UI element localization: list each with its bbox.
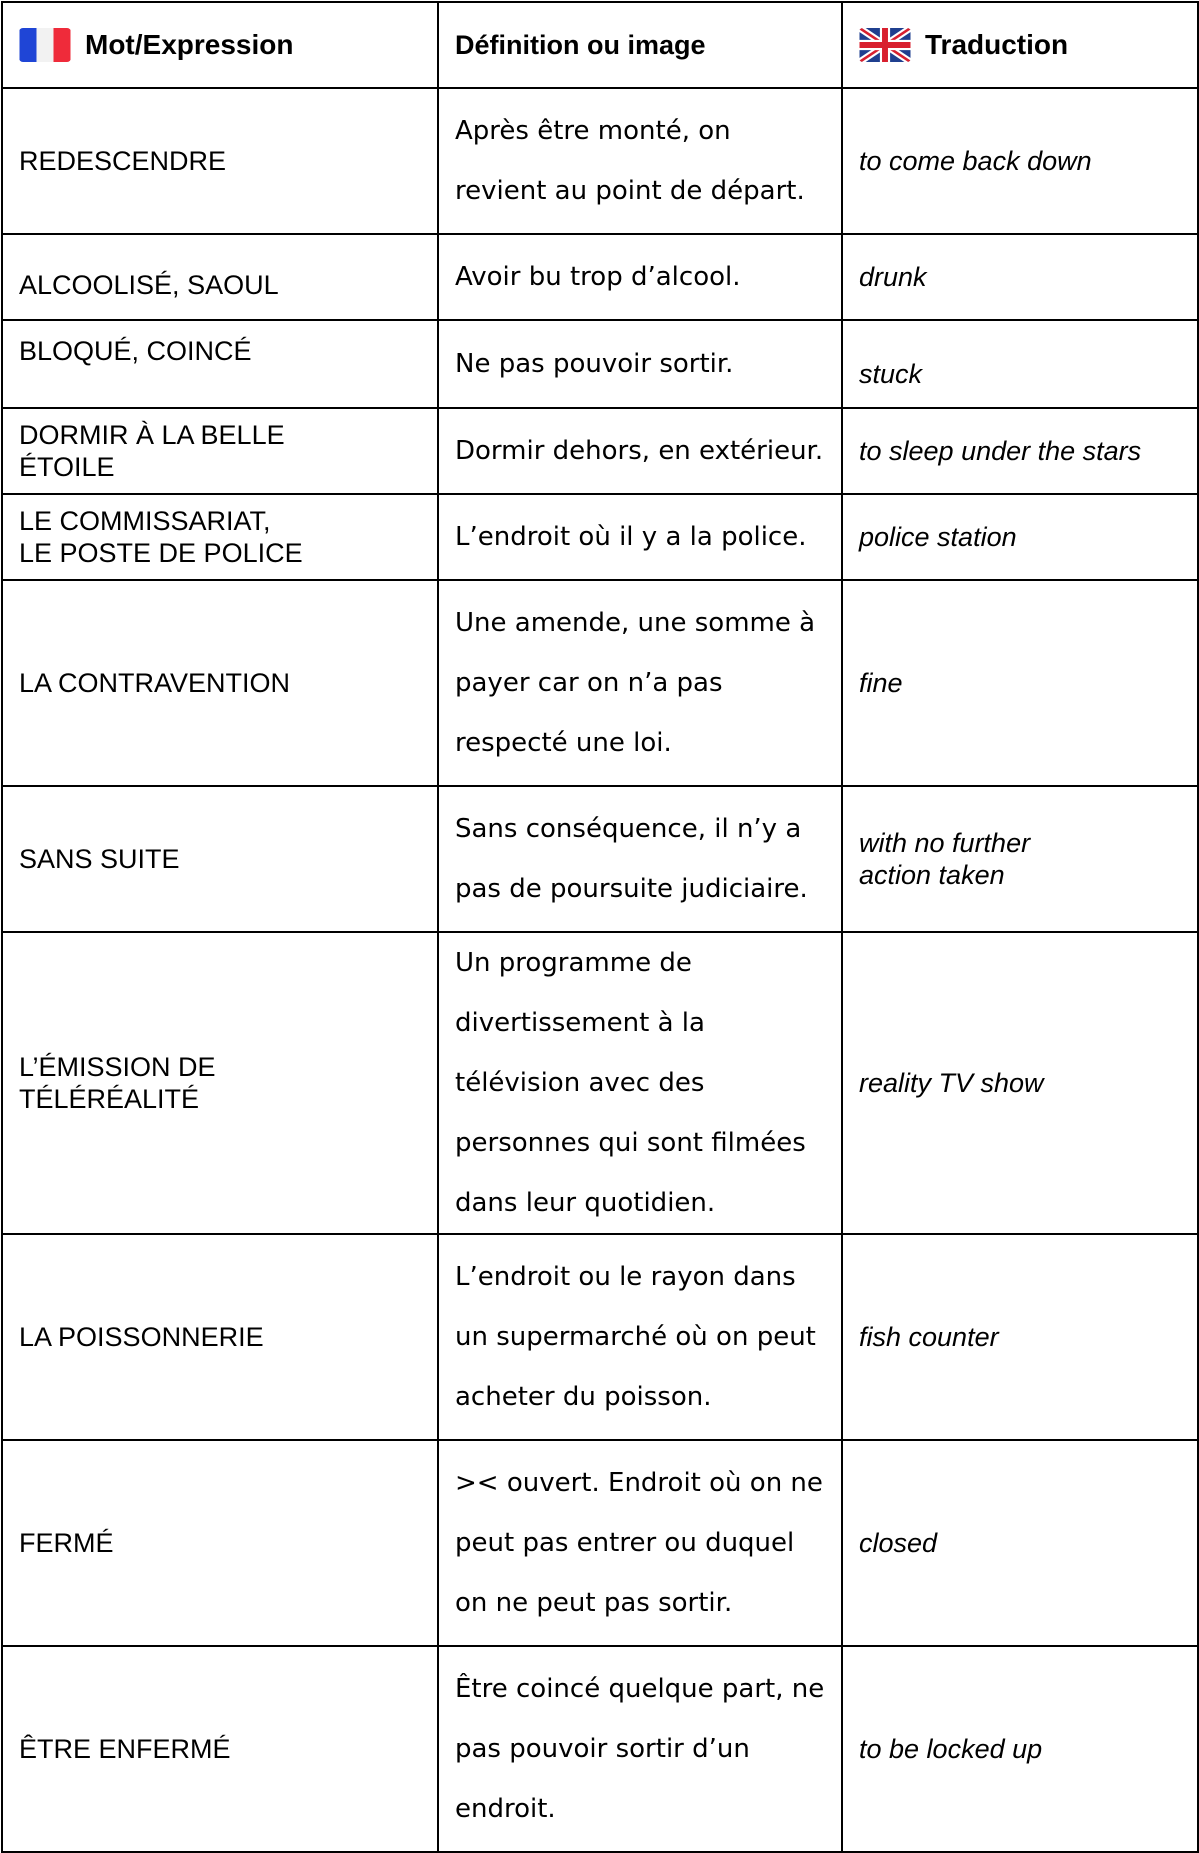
translation-cell: fish counter [842,1234,1198,1440]
table-row [2,1440,1198,1646]
word-cell: L’ÉMISSION DE TÉLÉRÉALITÉ [2,932,438,1234]
word-cell: REDESCENDRE [2,88,438,234]
word-cell: BLOQUÉ, COINCÉ [2,320,438,408]
table-row [2,1646,1198,1852]
table-row [2,580,1198,786]
translation-cell: to come back down [842,88,1198,234]
definition-cell: Ne pas pouvoir sortir. [438,320,842,408]
translation-cell: stuck [842,320,1198,408]
translation-cell: with no further action taken [842,786,1198,932]
word-cell: LA CONTRAVENTION [2,580,438,786]
word-cell: LA POISSONNERIE [2,1234,438,1440]
definition-cell: Un programme de divertissement à la télévision avec des personnes qui sont filmées dans leur quotidien. [438,932,842,1234]
word-cell: ALCOOLISÉ, SAOUL [2,234,438,320]
definition-cell: Dormir dehors, en extérieur. [438,408,842,494]
definition-cell: Être coincé quelque part, ne pas pouvoir sortir d’un endroit. [438,1646,842,1852]
table-row [2,1234,1198,1440]
definition-cell: Avoir bu trop d’alcool. [438,234,842,320]
translation-cell: drunk [842,234,1198,320]
header-definition-label: Définition ou image [455,29,706,60]
translation-cell: to be locked up [842,1646,1198,1852]
translation-cell: police station [842,494,1198,580]
translation-cell: to sleep under the stars [842,408,1198,494]
definition-cell: Sans conséquence, il n’y a pas de poursuite judiciaire. [438,786,842,932]
vocabulary-table [1,1,1199,1853]
definition-cell: Une amende, une somme à payer car on n’a pas respecté une loi. [438,580,842,786]
table-row [2,320,1198,408]
header-definition [438,2,842,88]
word-cell: LE COMMISSARIAT, LE POSTE DE POLICE [2,494,438,580]
definition-cell: >< ouvert. Endroit où on ne peut pas entrer ou duquel on ne peut pas sortir. [438,1440,842,1646]
word-cell: FERMÉ [2,1440,438,1646]
table-row [2,408,1198,494]
definition-cell: L’endroit où il y a la police. [438,494,842,580]
table-row [2,234,1198,320]
uk-flag-icon [859,28,911,62]
definition-cell: L’endroit ou le rayon dans un supermarché où on peut acheter du poisson. [438,1234,842,1440]
header-word [2,2,438,88]
french-flag-icon [19,28,71,62]
table-row [2,88,1198,234]
table-row [2,494,1198,580]
word-cell: ÊTRE ENFERMÉ [2,1646,438,1852]
table-row [2,786,1198,932]
header-word-label: Mot/Expression [85,29,294,60]
header-translation [842,2,1198,88]
word-cell: DORMIR À LA BELLE ÉTOILE [2,408,438,494]
translation-cell: closed [842,1440,1198,1646]
word-cell: SANS SUITE [2,786,438,932]
header-translation-label: Traduction [925,29,1069,60]
translation-cell: fine [842,580,1198,786]
definition-cell: Après être monté, on revient au point de départ. [438,88,842,234]
header-row [2,2,1198,88]
table-row [2,932,1198,1234]
translation-cell: reality TV show [842,932,1198,1234]
